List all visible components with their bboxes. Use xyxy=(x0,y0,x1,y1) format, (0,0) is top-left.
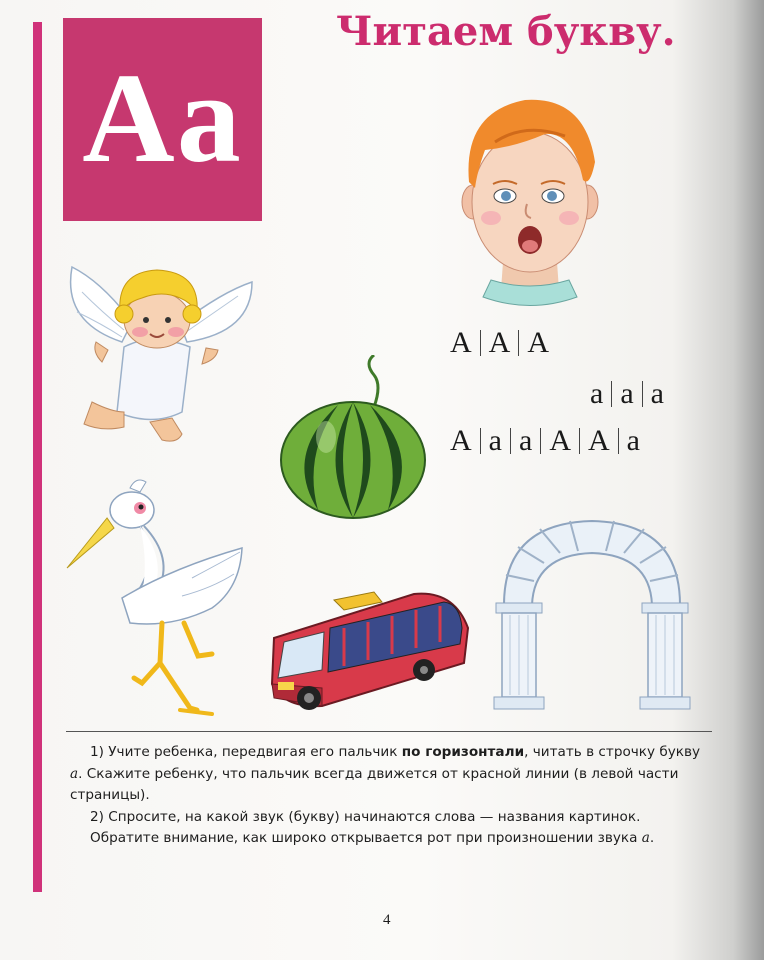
letter: а xyxy=(620,377,634,410)
letter: А xyxy=(588,424,610,457)
page-title: Читаем букву. xyxy=(336,8,676,55)
letter-row-3 xyxy=(450,424,640,458)
letter: А xyxy=(549,424,571,457)
letter-separator xyxy=(480,428,481,454)
letter-separator xyxy=(540,428,541,454)
instruction-3-part: Обратите внимание, как широко открывается рот при произношении звука xyxy=(90,830,642,846)
letter-separator xyxy=(642,381,643,407)
instruction-1-part: 1) Учите ребенка, передвигая его пальчик xyxy=(90,744,402,760)
instruction-1-bold: по горизонтали xyxy=(401,744,525,760)
letter-separator xyxy=(618,428,619,454)
instruction-1-letter: а xyxy=(70,765,79,782)
letter: А xyxy=(450,326,472,359)
watermelon-picture xyxy=(278,355,428,520)
letter: А xyxy=(488,326,511,359)
stork-picture xyxy=(62,478,252,723)
letter: А xyxy=(527,326,550,359)
section-divider xyxy=(66,731,712,732)
letter: а xyxy=(650,377,664,410)
big-letter: Aa xyxy=(82,46,243,189)
letter-separator xyxy=(480,330,481,356)
letter: а xyxy=(488,424,502,457)
red-margin-line xyxy=(33,22,42,892)
bus-picture xyxy=(264,588,470,713)
instruction-1-part: , читать в строчку букву xyxy=(524,744,701,760)
instruction-1-part: . Скажите ребенку, что пальчик всегда движется от красной линии (в левой части страницы). xyxy=(70,765,679,803)
instruction-3-part: . xyxy=(649,830,655,846)
letter: а xyxy=(626,424,640,457)
letter: а xyxy=(519,424,533,457)
instruction-2: 2) Спросите, на какой звук (букву) начинаются слова — названия картинок. xyxy=(90,808,641,825)
letter-separator xyxy=(579,428,580,454)
letter-block xyxy=(63,18,262,221)
instruction-1 xyxy=(70,742,710,807)
instructions-text xyxy=(70,742,710,850)
arch-picture xyxy=(492,515,692,713)
letter-separator xyxy=(510,428,511,454)
instruction-3 xyxy=(70,828,710,850)
page-number: 4 xyxy=(383,912,391,928)
boy-face-picture xyxy=(455,92,605,307)
angel-picture xyxy=(62,262,257,447)
instruction-3-letter: а xyxy=(641,830,650,846)
letter-row-2 xyxy=(590,377,664,411)
letter-separator xyxy=(518,330,519,356)
letter-separator xyxy=(611,381,612,407)
letter: А xyxy=(450,424,472,457)
letter-row-1 xyxy=(450,326,549,360)
letter: а xyxy=(590,377,604,410)
